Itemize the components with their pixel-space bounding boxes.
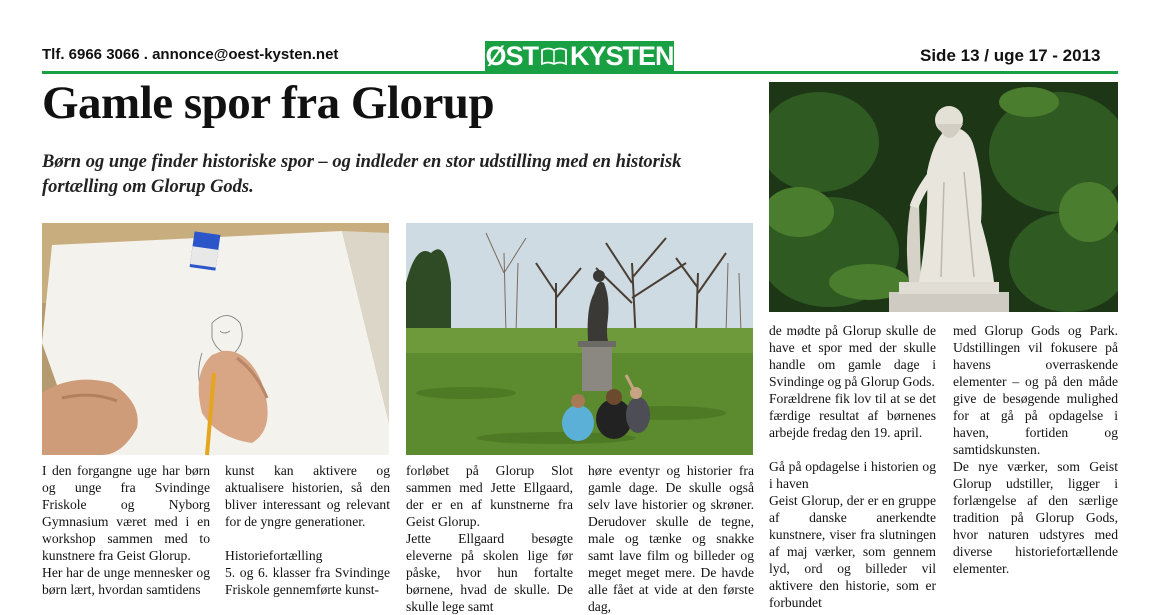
paragraph: De nye værker, som Geist Glorup udstiller, ligger i forlængelse af den særlige tradition på Glorup Gods, hvor naturen udstyres med diverse historiefortællende elementer.: [953, 459, 1118, 576]
contact-line: Tlf. 6966 3066 . annonce@oest-kysten.net: [42, 46, 339, 63]
section-heading: Gå på opdagelse i historien og i haven: [769, 459, 936, 491]
paragraph: Jette Ellgaard besøgte eleverne på skolen lige før påske, hvor hun fortalte børnene, hvad de skulle. De skulle lege samt: [406, 531, 573, 614]
paragraph: Forældrene fik lov til at se det færdige resultat af børnenes arbejde fredag den 19. april.: [769, 391, 936, 440]
open-book-icon: [541, 47, 567, 65]
paragraph: med Glorup Gods og Park. Udstillingen vil fokusere på havens overraskende elementer – og på den måde give de besøgende mulighed for at gå på opdagelse i haven, fortiden og samtidskunsten.: [953, 323, 1118, 457]
newspaper-logo: [485, 41, 674, 71]
paragraph: I den forgangne uge har børn og unge fra Svindinge Friskole og Nyborg Gymnasium været med i en workshop sammen med to kunstnere fra Geist Glorup.: [42, 463, 210, 563]
text-column-3: [406, 462, 573, 615]
header-rule: [42, 71, 1118, 74]
section-heading: Historiefortælling: [225, 548, 323, 563]
text-column-5: [769, 322, 936, 611]
paragraph: Geist Glorup, der er en gruppe af danske anerkendte kunstnere, viser fra slutningen af maj værker, som gennem lyd, ord og billeder vil aktivere den historie, som er forbundet: [769, 493, 936, 610]
text-column-6: [953, 322, 1118, 577]
logo-left-text: ØST: [485, 41, 538, 71]
photo-statue: [769, 82, 1118, 312]
photo-park-children: [406, 223, 753, 455]
paragraph: de mødte på Glorup skulle de have et spor med der skulle handle om gamle dage i Svindinge og på Glorup Gods.: [769, 323, 936, 389]
paragraph: forløbet på Glorup Slot sammen med Jette Ellgaard, der er en af kunstnerne fra Geist Glorup.: [406, 463, 573, 529]
page-info: Side 13 / uge 17 - 2013: [920, 46, 1101, 65]
text-column-4: [588, 462, 754, 615]
paragraph: 5. og 6. klasser fra Svindinge Friskole gennemførte kunst-: [225, 565, 390, 597]
article-title: Gamle spor fra Glorup: [42, 77, 495, 129]
logo-right-text: KYSTEN: [569, 41, 674, 71]
paragraph: Her har de unge mennesker og børn lært, hvordan samtidens: [42, 565, 210, 597]
text-column-2: [225, 462, 390, 598]
text-column-1: [42, 462, 210, 598]
paragraph: høre eventyr og historier fra gamle dage. De skulle også selv lave historier og skrøner. Derudover skulle de tegne, male og tænke og snakke samt lave film og billeder og meget meget mere. De havde alle fået at vide at den første dag,: [588, 463, 754, 614]
paragraph: kunst kan aktivere og aktualisere historien, så den bliver interessant og relevant for de yngre generationer.: [225, 463, 390, 529]
article-subtitle: Børn og unge finder historiske spor – og indleder en stor udstilling med en historisk fortælling om Glorup Gods.: [42, 152, 682, 197]
photo-drawing: [42, 223, 389, 455]
